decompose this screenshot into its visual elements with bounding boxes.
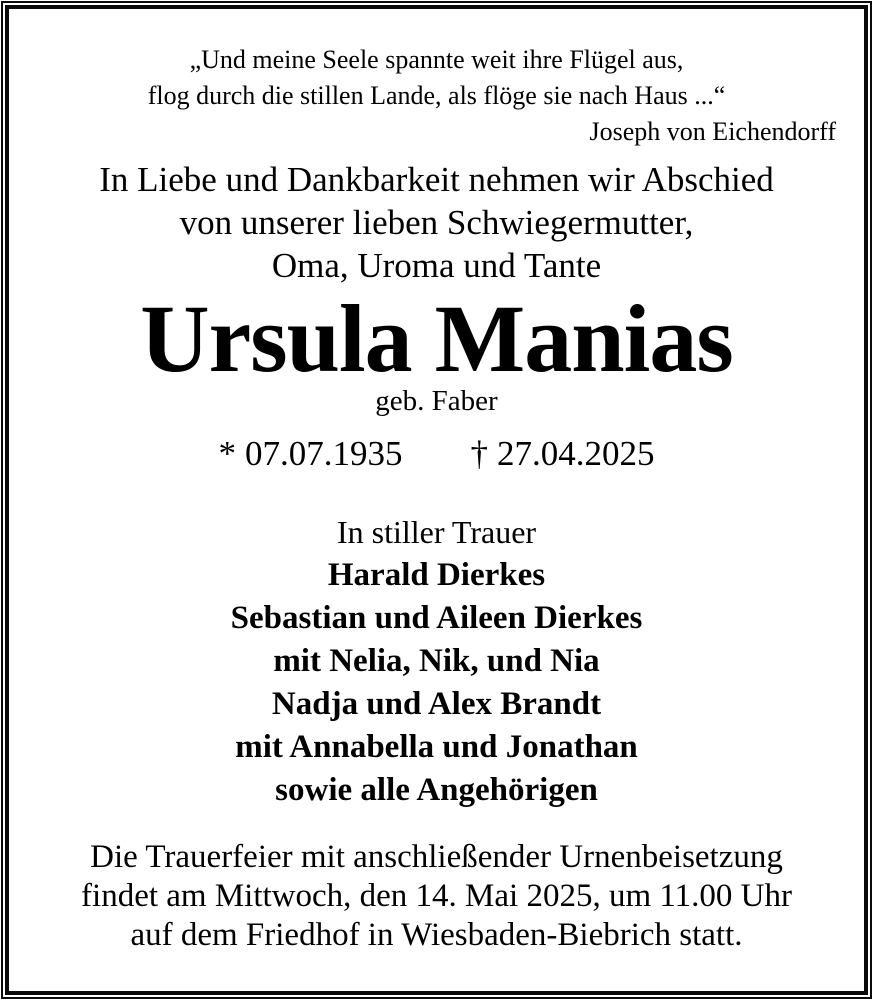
life-dates bbox=[9, 434, 864, 474]
mourners-heading: In stiller Trauer bbox=[336, 514, 537, 550]
mourner-name: Nadja und Alex Brandt bbox=[271, 686, 602, 722]
death-cross-symbol: † bbox=[470, 434, 488, 473]
maiden-name: geb. Faber bbox=[375, 385, 498, 417]
funeral-line-3: auf dem Friedhof in Wiesbaden-Biebrich statt. bbox=[130, 917, 743, 953]
quote-attribution: Joseph von Eichendorff bbox=[589, 117, 836, 146]
birth-date bbox=[219, 434, 403, 474]
death-date-value: 27.04.2025 bbox=[497, 434, 655, 473]
inner-frame-border bbox=[5, 5, 868, 995]
death-date bbox=[471, 434, 655, 474]
intro-line-3: Oma, Uroma und Tante bbox=[271, 246, 602, 285]
birth-star-symbol: * bbox=[218, 434, 236, 473]
farewell-intro bbox=[9, 158, 864, 287]
mourner-name: sowie alle Angehörigen bbox=[275, 772, 598, 808]
mourner-name: Sebastian und Aileen Dierkes bbox=[230, 600, 643, 636]
funeral-line-1: Die Trauerfeier mit anschließender Urnenbeisetzung bbox=[90, 839, 783, 875]
poem-quote bbox=[9, 42, 864, 150]
mourners-list bbox=[9, 554, 864, 812]
funeral-line-2: findet am Mittwoch, den 14. Mai 2025, um 11.00 Uhr bbox=[81, 878, 792, 914]
funeral-details bbox=[9, 838, 864, 955]
mourner-name: mit Annabella und Jonathan bbox=[235, 729, 638, 765]
intro-line-1: In Liebe und Dankbarkeit nehmen wir Abschied bbox=[99, 160, 774, 199]
mourner-name: mit Nelia, Nik, und Nia bbox=[273, 643, 600, 679]
quote-line-1: „Und meine Seele spannte weit ihre Flügel aus, bbox=[189, 45, 684, 74]
notice-content bbox=[9, 9, 864, 991]
mourner-name: Harald Dierkes bbox=[327, 557, 546, 593]
birth-date-value: 07.07.1935 bbox=[245, 434, 403, 473]
deceased-name: Ursula Manias bbox=[140, 285, 733, 392]
quote-line-2: flog durch die stillen Lande, als flöge sie nach Haus ...“ bbox=[147, 81, 726, 110]
intro-line-2: von unserer lieben Schwiegermutter, bbox=[179, 203, 694, 242]
outer-frame-border bbox=[1, 1, 872, 999]
